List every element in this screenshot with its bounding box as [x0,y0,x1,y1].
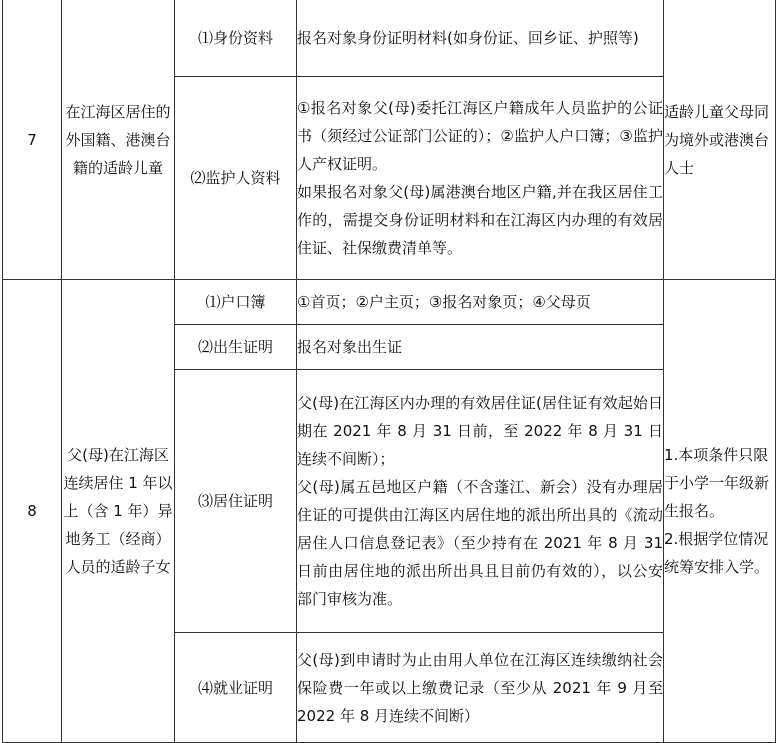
applicant-category: 父(母)在江海区连续居住 1 年以上（含 1 年）异地务工（经商）人员的适龄子女 [62,280,175,743]
material-detail [297,370,664,633]
row-number: 7 [3,0,62,280]
detail-paragraph: 父(母)在江海区内办理的有效居住证(居住证有效起始日期在 2021 年 8 月 31 日前，至 2022 年 8 月 31 日连续不间断）； [297,394,663,468]
detail-paragraph: 报名对象身份证明材料(如身份证、回乡证、护照等) [297,29,639,47]
table-row [3,280,776,325]
detail-paragraph: 如果报名对象父(母)属港澳台地区户籍,并在我区居住工作的，需提交身份证明材料和在江海区内办理的有效居住证、社保缴费清单等。 [297,183,663,257]
row-number: 8 [3,280,62,743]
material-label: ⑵监护人资料 [175,77,297,280]
remarks [664,280,776,743]
applicant-category: 在江海区居住的外国籍、港澳台籍的适龄儿童 [62,0,175,280]
detail-paragraph: ①首页；②户主页；③报名对象页；④父母页 [297,293,591,311]
detail-paragraph: ①报名对象父(母)委托江海区户籍成年人员监护的公证书（须经过公证部门公证的）；②监护人户口簿；③监护人产权证明。 [297,99,663,173]
remark-line: 2.根据学位情况统筹安排入学。 [664,530,770,576]
material-detail [297,280,664,325]
material-label: ⑶居住证明 [175,370,297,633]
material-label: ⑴户口簿 [175,280,297,325]
requirements-table [2,0,776,743]
remark-line: 1.本项条件只限于小学一年级新生报名。 [664,446,770,520]
material-detail [297,77,664,280]
material-label: ⑷就业证明 [175,633,297,743]
detail-paragraph: 父(母)属五邑地区户籍（不含蓬江、新会）没有办理居住证的可提供由江海区内居住地的派出所出具的《流动居住人口信息登记表》（至少持有在 2021 年 8 月 31 日前由居住地的派出所出具且目前仍有效的），以公安部门审核为准。 [297,478,663,608]
material-detail [297,633,664,743]
material-detail [297,0,664,77]
material-label: ⑵出生证明 [175,325,297,370]
table-row [3,0,776,77]
detail-paragraph: 报名对象出生证 [297,338,403,356]
material-label: ⑴身份资料 [175,0,297,77]
remarks [664,0,776,280]
detail-paragraph: 父(母)到申请时为止由用人单位在江海区连续缴纳社会保险费一年或以上缴费记录（至少从 2021 年 9 月至 2022 年 8 月连续不间断） [297,650,663,725]
material-detail [297,325,664,370]
remark-line: 适龄儿童父母同为境外或港澳台人士 [664,102,770,177]
